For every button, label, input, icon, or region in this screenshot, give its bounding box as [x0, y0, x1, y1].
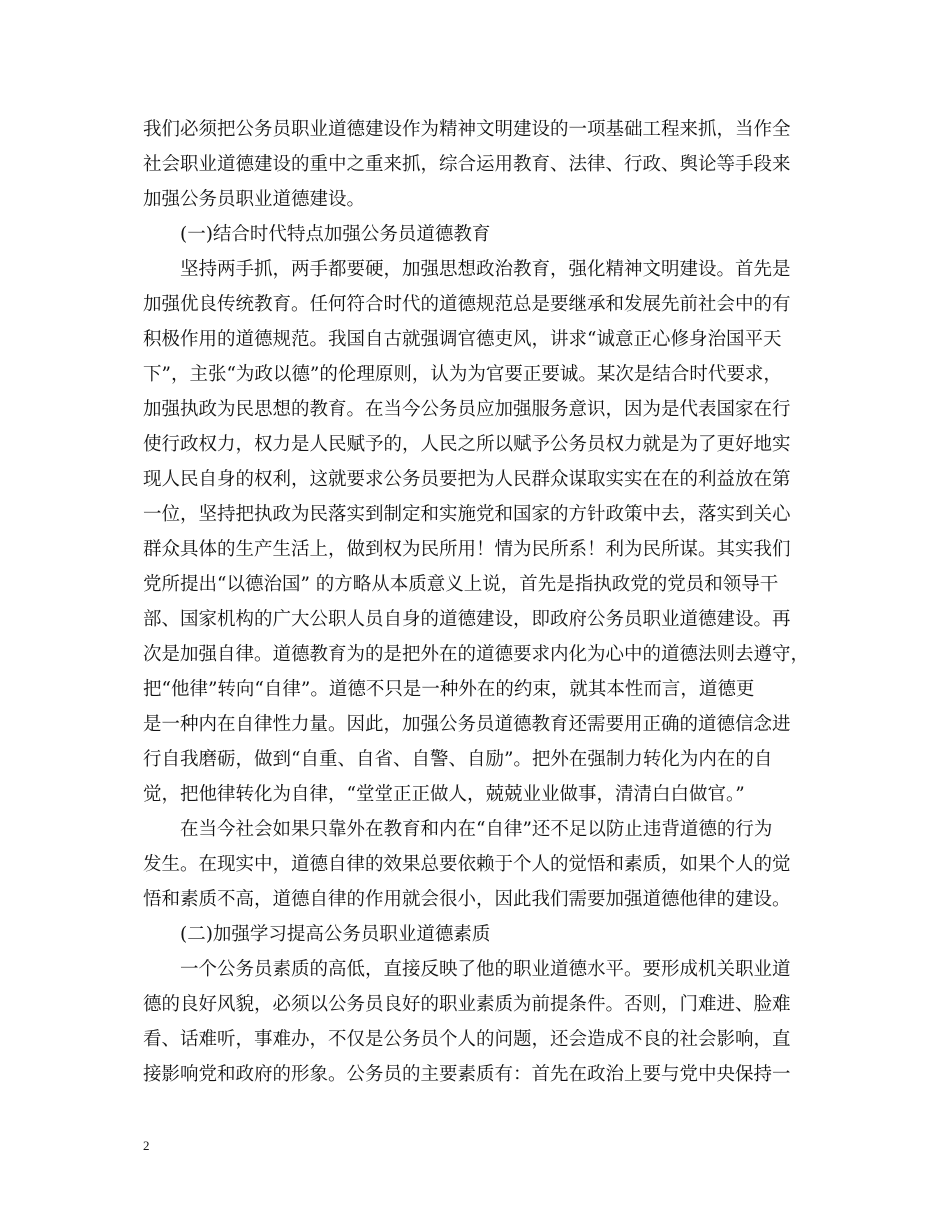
body-text-line: 发生。在现实中，道德自律的效果总要依赖于个人的觉悟和素质，如果个人的觉: [143, 854, 791, 875]
body-text-line: 积极作用的道德规范。我国自古就强调官德吏风，讲求“诚意正心修身治国平天: [143, 329, 782, 350]
body-text-line: 加强执政为民思想的教育。在当今公务员应加强服务意识，因为是代表国家在行: [143, 399, 791, 420]
body-text-line: 看、话难听，事难办，不仅是公务员个人的问题，还会造成不良的社会影响，直: [143, 1029, 791, 1050]
body-text-line: 加强公务员职业道德建设。: [143, 189, 366, 210]
body-text-line: 行自我磨砺，做到“自重、自省、自警、自励”。把外在强制力转化为内在的自: [143, 749, 773, 770]
body-text-line: 悟和素质不高，道德自律的作用就会很小，因此我们需要加强道德他律的建设。: [143, 889, 791, 910]
body-text-line: 德的良好风貌，必须以公务员良好的职业素质为前提条件。否则，门难进、脸难: [143, 994, 791, 1015]
body-text-line: 党所提出“以德治国” 的方略从本质意义上说，首先是指执政党的党员和领导干: [143, 574, 779, 595]
body-text-line: 在当今社会如果只靠外在教育和内在“自律”还不足以防止违背道德的行为: [180, 819, 773, 840]
page-number: 2: [143, 1138, 150, 1153]
body-text-line: 觉，把他律转化为自律，“堂堂正正做人，兢兢业业做事，清清白白做官。”: [143, 784, 745, 805]
body-text-line: 加强优良传统教育。任何符合时代的道德规范总是要继承和发展先前社会中的有: [143, 294, 791, 315]
body-text-line: 社会职业道德建设的重中之重来抓，综合运用教育、法律、行政、舆论等手段来: [143, 154, 791, 175]
body-text-line: 使行政权力，权力是人民赋予的，人民之所以赋予公务员权力就是为了更好地实: [143, 434, 791, 455]
section-heading: (一)结合时代特点加强公务员道德教育: [180, 224, 491, 245]
body-text-line: 部、国家机构的广大公职人员自身的道德建设，即政府公务员职业道德建设。再: [143, 609, 791, 630]
body-text-line: 是一种内在自律性力量。因此，加强公务员道德教育还需要用正确的道德信念进: [143, 714, 791, 735]
body-text-line: 把“他律”转向“自律”。道德不只是一种外在的约束，就其本性而言，道德更: [143, 679, 755, 700]
body-text-line: 现人民自身的权利，这就要求公务员要把为人民群众谋取实实在在的利益放在第: [143, 469, 791, 490]
body-text-line: 群众具体的生产生活上，做到权为民所用！情为民所系！利为民所谋。其实我们: [143, 539, 791, 560]
body-text-line: 一个公务员素质的高低，直接反映了他的职业道德水平。要形成机关职业道: [180, 959, 791, 980]
body-text-line: 我们必须把公务员职业道德建设作为精神文明建设的一项基础工程来抓，当作全: [143, 119, 791, 140]
body-text-line: 接影响党和政府的形象。公务员的主要素质有：首先在政治上要与党中央保持一: [143, 1064, 791, 1085]
body-text-line: 坚持两手抓，两手都要硬，加强思想政治教育，强化精神文明建设。首先是: [180, 259, 791, 280]
body-text-line: 一位，坚持把执政为民落实到制定和实施党和国家的方针政策中去，落实到关心: [143, 504, 791, 525]
section-heading: (二)加强学习提高公务员职业道德素质: [180, 924, 491, 945]
body-text-line: 次是加强自律。道德教育为的是把外在的道德要求内化为心中的道德法则去遵守，: [143, 644, 810, 665]
body-text-line: 下”，主张“为政以德”的伦理原则，认为为官要正要诚。某次是结合时代要求，: [143, 364, 782, 385]
